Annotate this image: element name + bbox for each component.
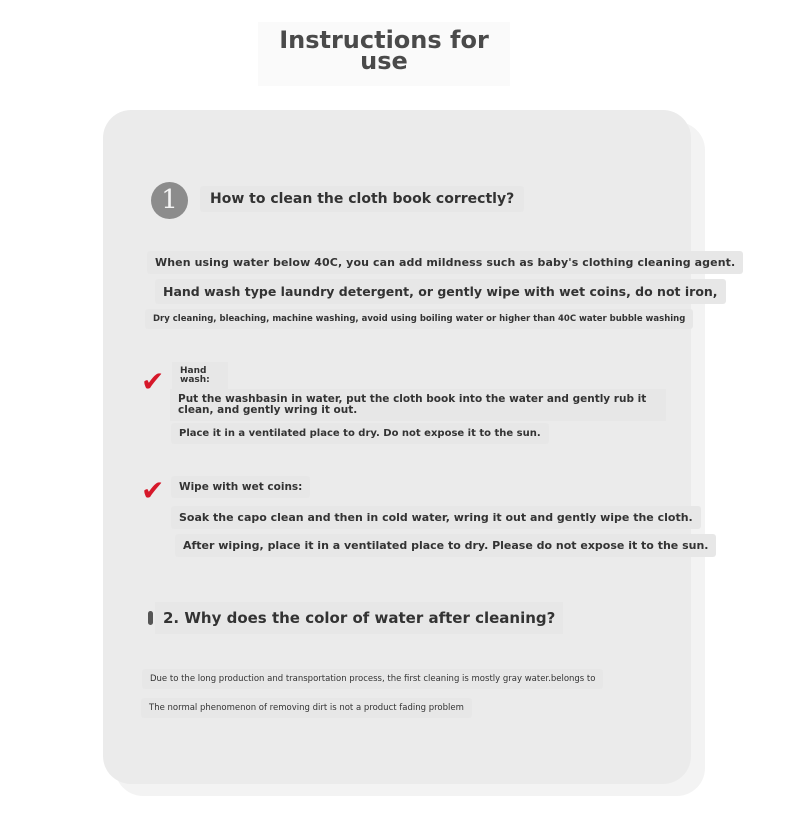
section2-answer-1: Due to the long production and transportation process, the first cleaning is mostly gray water.belongs to [142, 669, 603, 689]
section-number-badge: 1 [151, 182, 188, 219]
wipe-label: Wipe with wet coins: [171, 476, 310, 498]
section2-question: 2. Why does the color of water after cleaning? [155, 602, 563, 634]
red-checkmark-icon: ✔ [141, 474, 165, 507]
wipe-step-1: Soak the capo clean and then in cold water, wring it out and gently wipe the cloth. [171, 506, 701, 529]
section1-line-2: Hand wash type laundry detergent, or gently wipe with wet coins, do not iron, [155, 279, 726, 304]
hand-wash-step-2: Place it in a ventilated place to dry. Do not expose it to the sun. [171, 423, 549, 444]
red-checkmark-icon: ✔ [141, 365, 165, 398]
hand-wash-step-1: Put the washbasin in water, put the cloth book into the water and gently rub it clean, and gently wring it out. [170, 389, 666, 421]
hand-wash-label: Hand wash: [172, 362, 228, 390]
section1-line-3: Dry cleaning, bleaching, machine washing, avoid using boiling water or higher than 40C water bubble washing [145, 309, 693, 329]
bullet-icon [148, 611, 153, 625]
page-title: Instructions for use [258, 22, 510, 86]
section2-answer-2: The normal phenomenon of removing dirt is not a product fading problem [141, 698, 472, 718]
section1-line-1: When using water below 40C, you can add mildness such as baby's clothing cleaning agent. [147, 251, 743, 274]
section1-question: How to clean the cloth book correctly? [200, 186, 524, 212]
wipe-step-2: After wiping, place it in a ventilated place to dry. Please do not expose it to the sun. [175, 534, 716, 557]
